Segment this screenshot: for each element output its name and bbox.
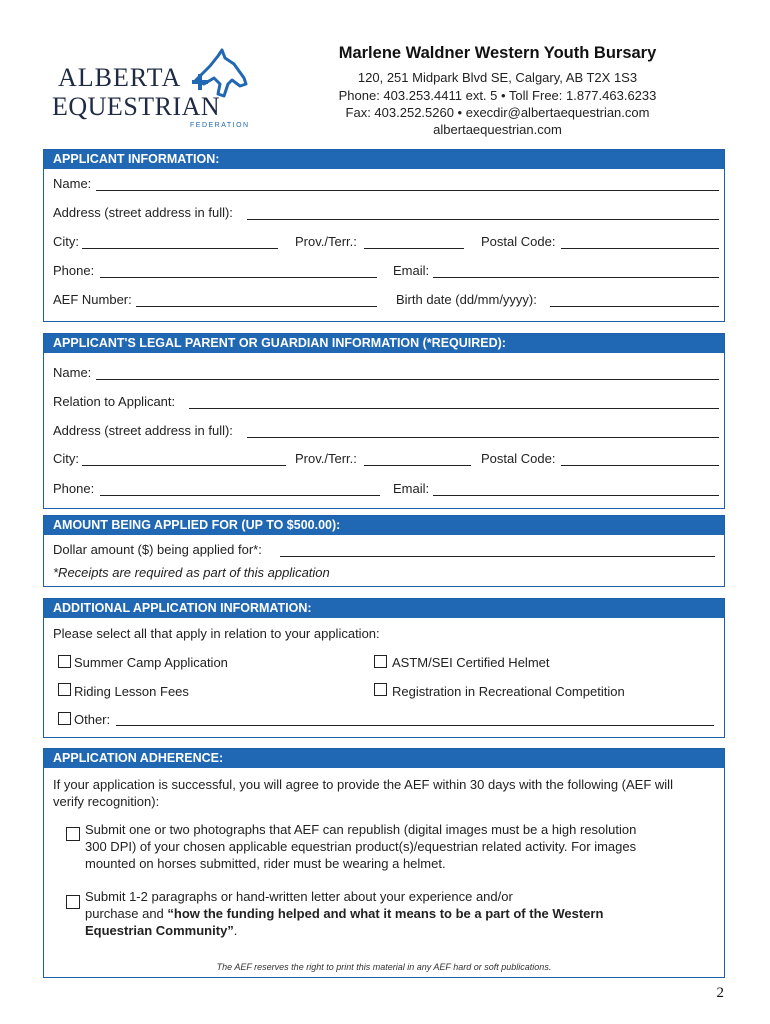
- photographs-checkbox[interactable]: [66, 827, 80, 841]
- adherence-section-title: APPLICATION ADHERENCE:: [53, 751, 224, 765]
- applicant-birth-label: Birth date (dd/mm/yyyy):: [396, 292, 537, 307]
- adherence-intro: [53, 776, 721, 810]
- applicant-birth-field[interactable]: [550, 306, 719, 307]
- guardian-relation-field[interactable]: [189, 408, 719, 409]
- guardian-section: [43, 333, 725, 509]
- guardian-address-label: Address (street address in full):: [53, 423, 233, 438]
- form-title: Marlene Waldner Western Youth Bursary: [338, 44, 657, 62]
- applicant-email-field[interactable]: [433, 277, 719, 278]
- receipts-note: *Receipts are required as part of this application: [53, 565, 330, 580]
- dollar-amount-label: Dollar amount ($) being applied for*:: [53, 542, 262, 557]
- org-fax-email: Fax: 403.252.5260 • execdir@albertaequestrian.com: [345, 105, 650, 120]
- amount-section-title: AMOUNT BEING APPLIED FOR (UP TO $500.00):: [53, 518, 341, 532]
- additional-section: [43, 598, 725, 738]
- logo-text-equestrian: EQUESTRIAN: [52, 92, 221, 121]
- horse-head-logo-icon: [188, 48, 250, 108]
- guardian-prov-label: Prov./Terr.:: [295, 451, 357, 466]
- helmet-label: ASTM/SEI Certified Helmet: [392, 655, 550, 670]
- riding-lesson-label: Riding Lesson Fees: [74, 684, 189, 699]
- applicant-phone-field[interactable]: [100, 277, 377, 278]
- publication-footnote: The AEF reserves the right to print this material in any AEF hard or soft publications.: [216, 962, 552, 972]
- letter-line3b: .: [233, 923, 238, 938]
- applicant-address-label: Address (street address in full):: [53, 205, 233, 220]
- summer-camp-checkbox[interactable]: [58, 655, 71, 668]
- additional-intro: Please select all that apply in relation to your application:: [53, 626, 380, 641]
- summer-camp-label: Summer Camp Application: [74, 655, 228, 670]
- letter-checkbox[interactable]: [66, 895, 80, 909]
- guardian-postal-label: Postal Code:: [481, 451, 556, 466]
- additional-section-header: [44, 599, 724, 618]
- guardian-phone-field[interactable]: [100, 495, 380, 496]
- org-phone: Phone: 403.253.4411 ext. 5 • Toll Free: 1.877.463.6233: [338, 88, 657, 103]
- guardian-email-label: Email:: [393, 481, 430, 496]
- applicant-postal-label: Postal Code:: [481, 234, 556, 249]
- registration-label: Registration in Recreational Competition: [392, 684, 625, 699]
- org-address: 120, 251 Midpark Blvd SE, Calgary, AB T2X 1S3: [357, 70, 638, 85]
- applicant-prov-label: Prov./Terr.:: [295, 234, 357, 249]
- page-number: 2: [716, 985, 724, 1001]
- photographs-item: [85, 821, 715, 872]
- guardian-address-field[interactable]: [247, 437, 719, 438]
- guardian-prov-field[interactable]: [364, 465, 471, 466]
- applicant-prov-field[interactable]: [364, 248, 464, 249]
- guardian-city-label: City:: [53, 451, 79, 466]
- applicant-section-header: [44, 150, 724, 169]
- other-checkbox[interactable]: [58, 712, 71, 725]
- applicant-aef-field[interactable]: [136, 306, 377, 307]
- applicant-name-label: Name:: [53, 176, 92, 191]
- guardian-postal-field[interactable]: [561, 465, 719, 466]
- amount-section: [43, 515, 725, 587]
- dollar-amount-field[interactable]: [280, 556, 715, 557]
- applicant-section-title: APPLICANT INFORMATION:: [53, 152, 220, 166]
- adherence-intro-line2: verify recognition):: [53, 794, 160, 809]
- applicant-name-field[interactable]: [96, 190, 719, 191]
- guardian-phone-label: Phone:: [53, 481, 95, 496]
- guardian-city-field[interactable]: [82, 465, 286, 466]
- guardian-section-title: APPLICANT'S LEGAL PARENT OR GUARDIAN INFORMATION (*REQUIRED):: [53, 336, 506, 350]
- helmet-checkbox[interactable]: [374, 655, 387, 668]
- applicant-address-field[interactable]: [247, 219, 719, 220]
- photographs-line1: Submit one or two photographs that AEF can republish (digital images must be a high resolution: [85, 822, 637, 837]
- guardian-name-field[interactable]: [96, 379, 719, 380]
- applicant-city-label: City:: [53, 234, 79, 249]
- logo-text-alberta: ALBERTA: [58, 63, 182, 92]
- amount-section-header: [44, 516, 724, 535]
- adherence-intro-line1: If your application is successful, you will agree to provide the AEF within 30 days with the following (AEF will: [53, 777, 673, 792]
- applicant-aef-label: AEF Number:: [53, 292, 132, 307]
- photographs-line2: 300 DPI) of your chosen applicable equestrian product(s)/equestrian related activity. For images: [85, 839, 637, 854]
- logo-text-federation: FEDERATION: [190, 122, 250, 129]
- applicant-postal-field[interactable]: [561, 248, 719, 249]
- org-website: albertaequestrian.com: [433, 122, 562, 137]
- letter-line2a: purchase and: [85, 906, 168, 921]
- adherence-section-header: [44, 749, 724, 768]
- applicant-phone-label: Phone:: [53, 263, 95, 278]
- riding-lesson-checkbox[interactable]: [58, 683, 71, 696]
- guardian-section-header: [44, 334, 724, 353]
- additional-section-title: ADDITIONAL APPLICATION INFORMATION:: [53, 601, 312, 615]
- applicant-city-field[interactable]: [82, 248, 278, 249]
- guardian-relation-label: Relation to Applicant:: [53, 394, 176, 409]
- registration-checkbox[interactable]: [374, 683, 387, 696]
- letter-line3a: Equestrian Community”: [85, 923, 234, 938]
- guardian-email-field[interactable]: [433, 495, 719, 496]
- letter-line1: Submit 1-2 paragraphs or hand-written letter about your experience and/or: [85, 889, 513, 904]
- other-label: Other:: [74, 712, 111, 727]
- other-field[interactable]: [116, 725, 714, 726]
- photographs-line3: mounted on horses submitted, rider must be wearing a helmet.: [85, 856, 446, 871]
- applicant-section: [43, 149, 725, 322]
- adherence-section: [43, 748, 725, 978]
- letter-line2b: “how the funding helped and what it means to be a part of the Western: [167, 906, 604, 921]
- guardian-name-label: Name:: [53, 365, 92, 380]
- applicant-email-label: Email:: [393, 263, 430, 278]
- letter-item: [85, 888, 715, 939]
